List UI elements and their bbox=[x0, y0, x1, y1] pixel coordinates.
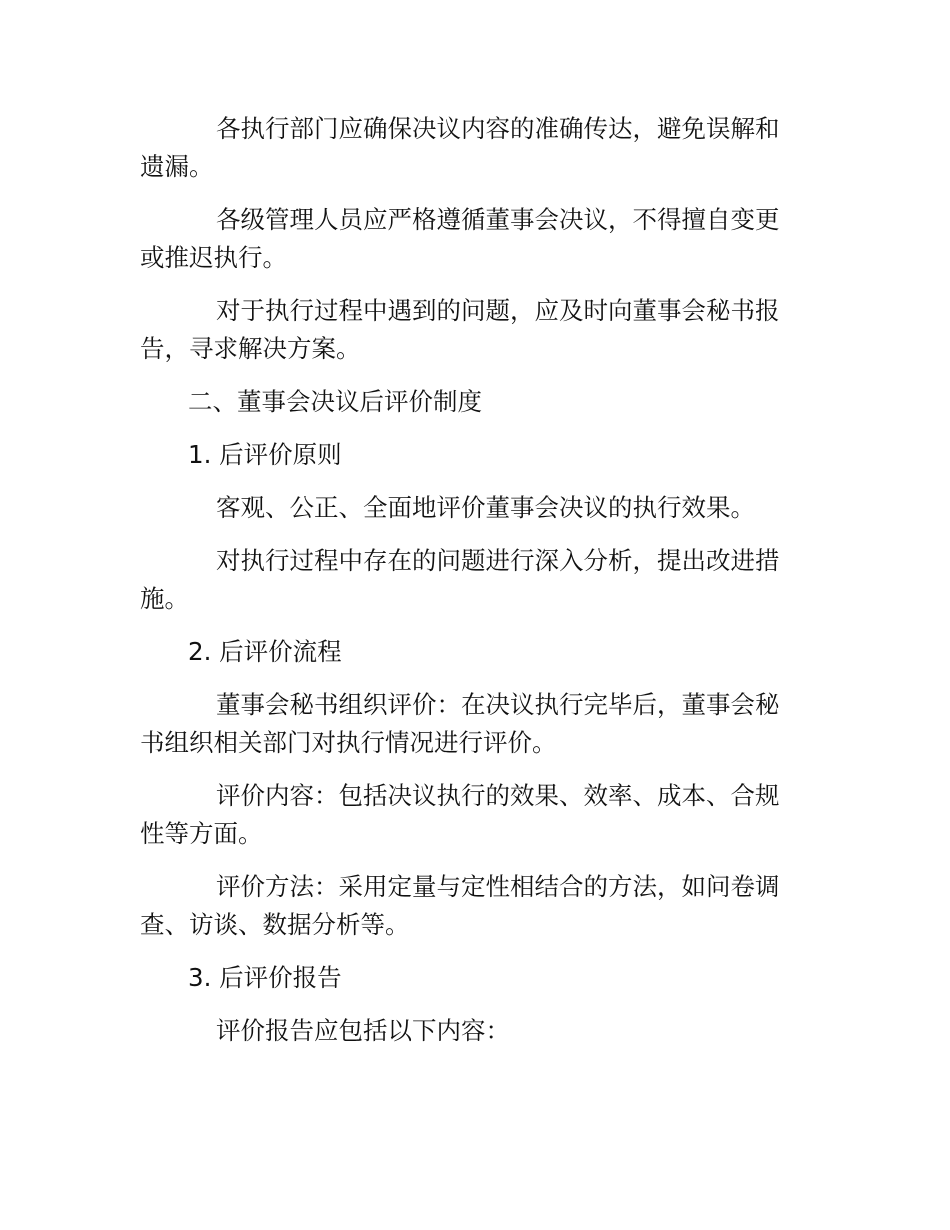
paragraph-objective-evaluation: 客观、公正、全面地评价董事会决议的执行效果。 bbox=[216, 493, 755, 522]
paragraph-strict-compliance: 各级管理人员应严格遵循董事会决议，不得擅自变更或推迟执行。 bbox=[140, 205, 780, 272]
paragraph-report-problems: 对于执行过程中遇到的问题，应及时向董事会秘书报告，寻求解决方案。 bbox=[140, 296, 780, 363]
paragraph-secretary-organizes-evaluation: 董事会秘书组织评价：在决议执行完毕后，董事会秘书组织相关部门对执行情况进行评价。 bbox=[140, 690, 780, 757]
paragraph-evaluation-methods: 评价方法：采用定量与定性相结合的方法，如问卷调查、访谈、数据分析等。 bbox=[140, 872, 780, 939]
paragraph-problem-analysis: 对执行过程中存在的问题进行深入分析，提出改进措施。 bbox=[140, 546, 780, 613]
paragraph-report-contents: 评价报告应包括以下内容： bbox=[216, 1016, 510, 1045]
document-body bbox=[140, 110, 790, 1065]
paragraph-decision-transmission: 各执行部门应确保决议内容的准确传达，避免误解和遗漏。 bbox=[140, 114, 780, 181]
subheading-evaluation-process: 2. 后评价流程 bbox=[188, 637, 342, 666]
paragraph-evaluation-content: 评价内容：包括决议执行的效果、效率、成本、合规性等方面。 bbox=[140, 781, 780, 848]
subheading-evaluation-principles: 1. 后评价原则 bbox=[188, 440, 342, 469]
section-heading-post-evaluation-system: 二、董事会决议后评价制度 bbox=[188, 387, 482, 416]
subheading-evaluation-report: 3. 后评价报告 bbox=[188, 963, 342, 992]
